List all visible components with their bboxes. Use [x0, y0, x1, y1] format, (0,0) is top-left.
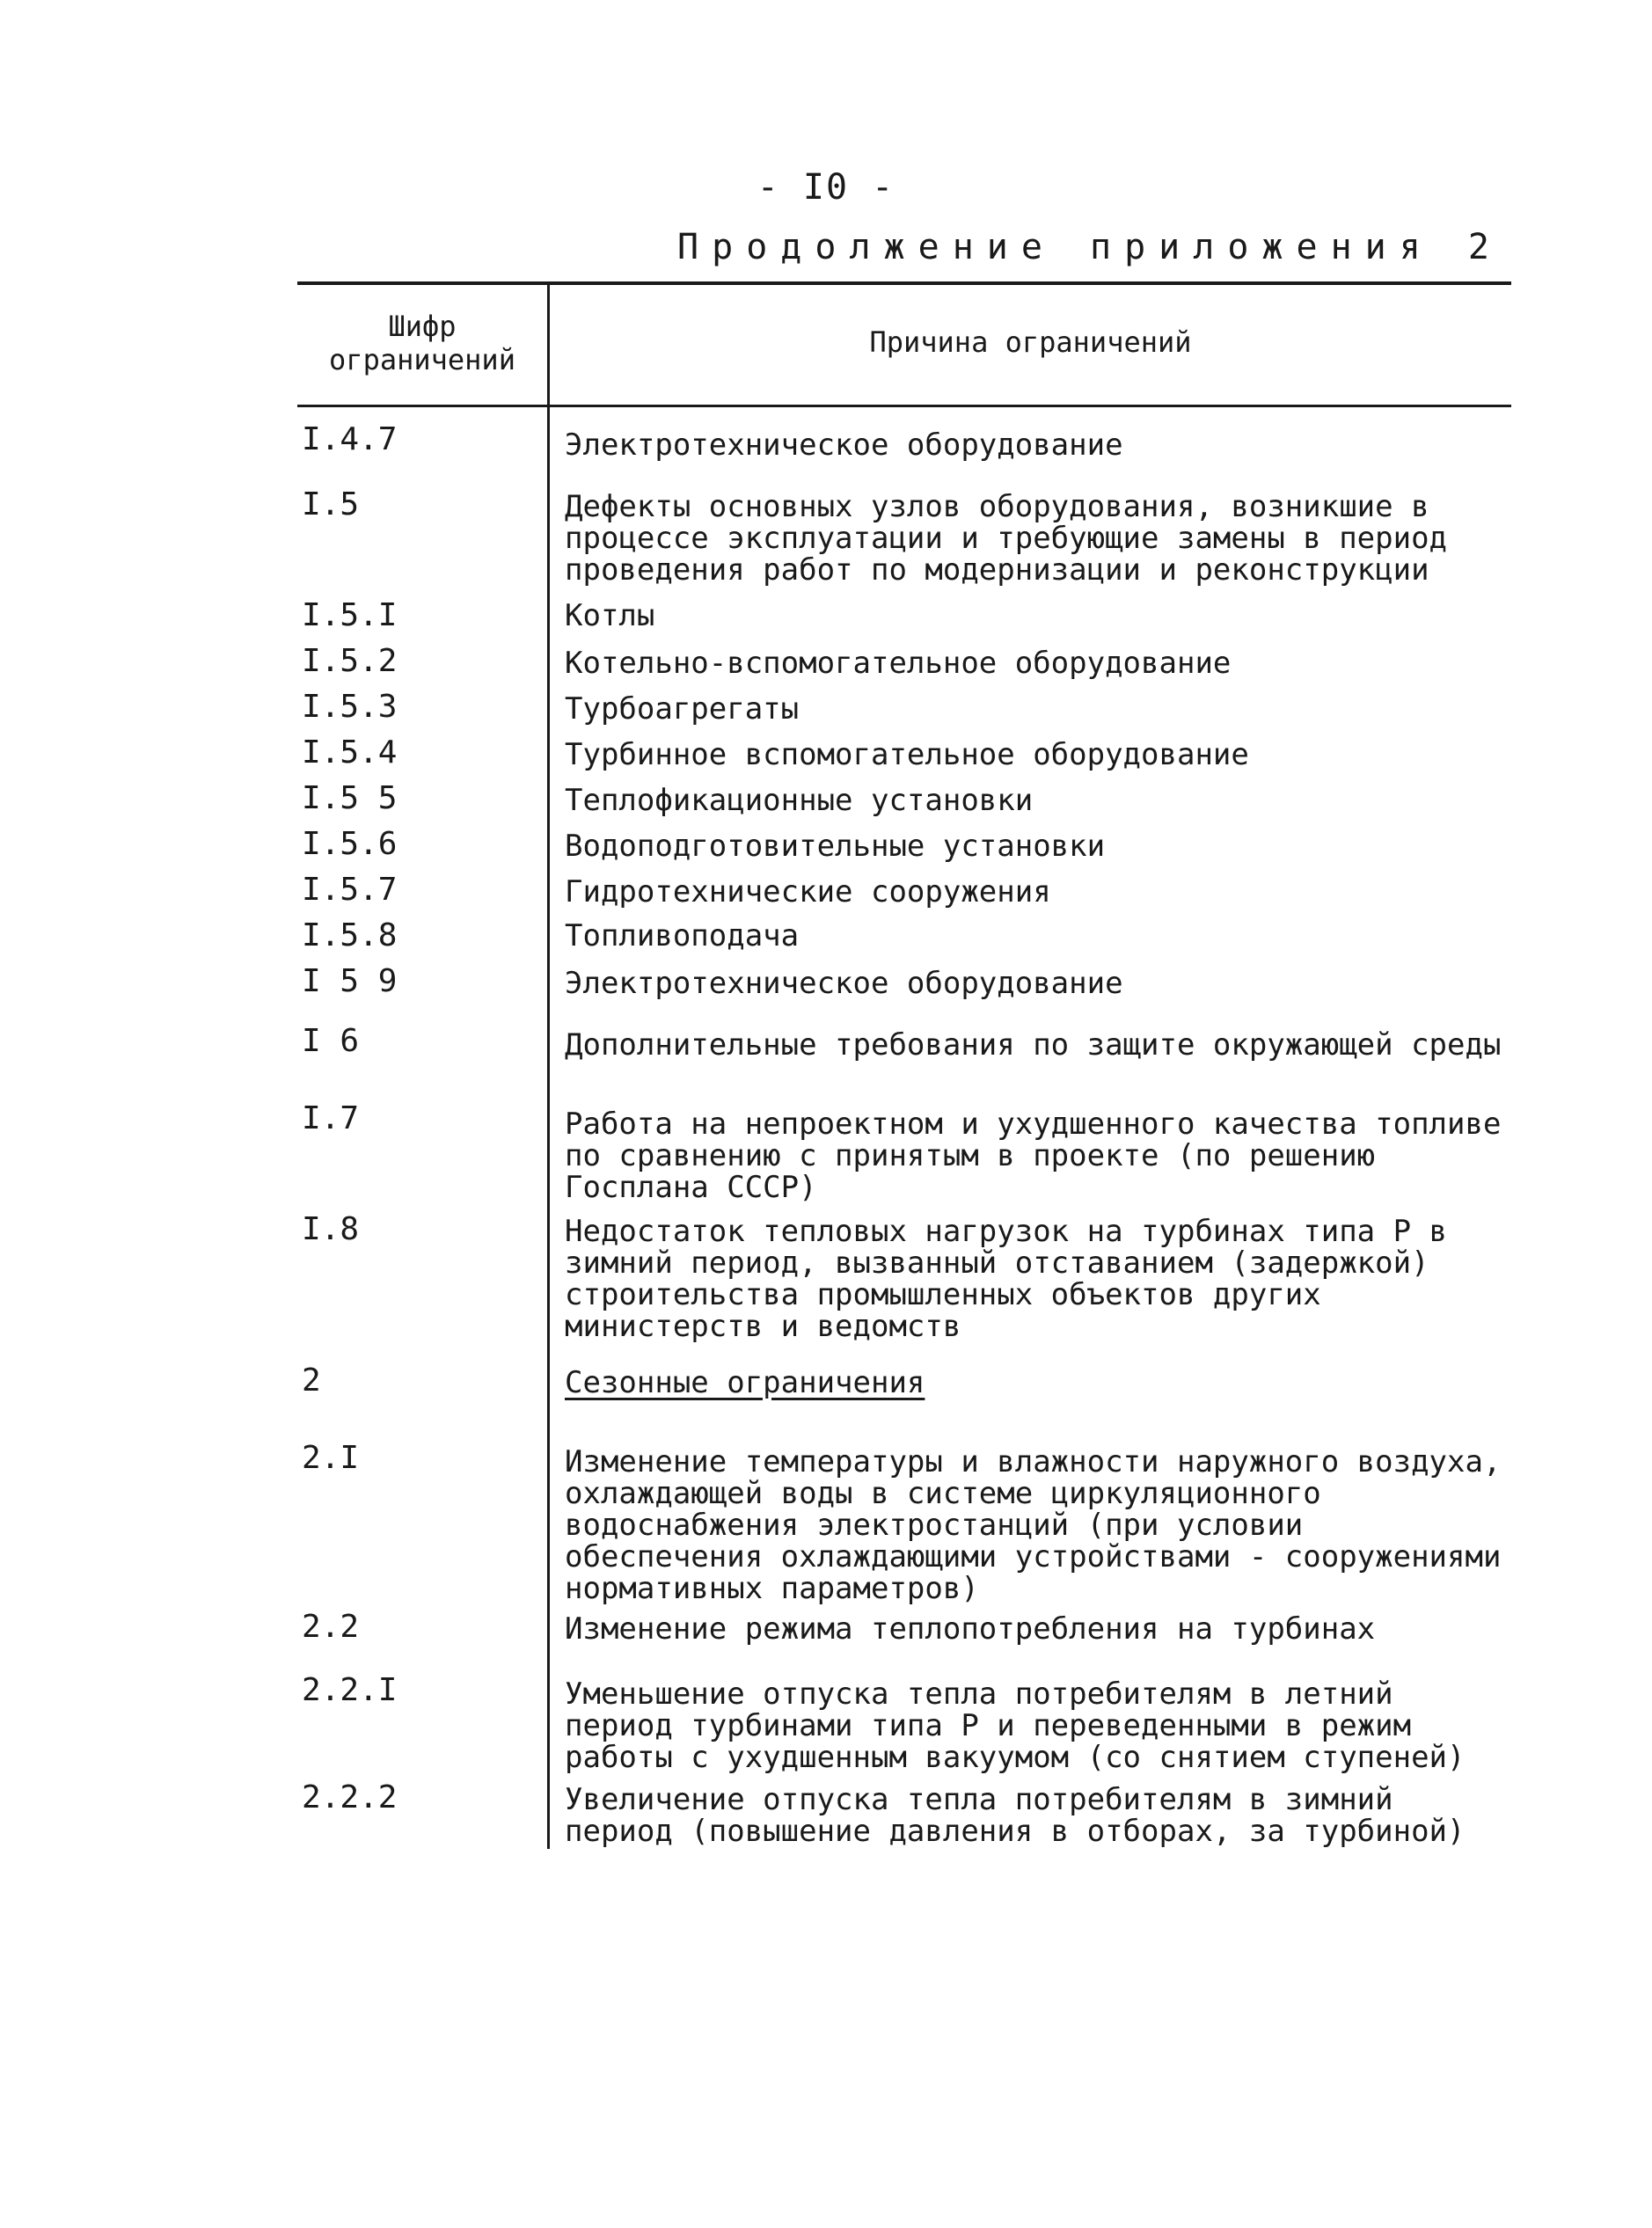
row-reason: Котельно-вспомогательное оборудование	[565, 646, 1232, 681]
row-code: I 5 9	[302, 963, 398, 999]
row-code: 2	[302, 1362, 321, 1399]
section-heading: Сезонные ограничения	[565, 1365, 925, 1400]
row-reason: Работа на непроектном и ухудшенного качества топливе по сравнению с принятым в проекте (по решению Госплана СССР)	[565, 1107, 1502, 1205]
row-code: I.5 5	[302, 780, 398, 816]
row-reason: Водоподготовительные установки	[565, 829, 1106, 864]
header-code-line-2: ограничений	[329, 343, 515, 376]
row-reason: Уменьшение отпуска тепла потребителям в летний период турбинами типа Р и переведенными в режим работы с ухудшенным вакуумом (со снятием ступеней)	[565, 1676, 1466, 1775]
header-code	[297, 310, 547, 376]
row-reason: Турбинное вспомогательное оборудование	[565, 737, 1249, 772]
table-top-rule	[297, 281, 1511, 285]
row-code: I.5.3	[302, 689, 398, 725]
page-number: - I0 -	[757, 167, 895, 208]
row-code: 2.2.I	[302, 1672, 398, 1708]
row-reason: Теплофикационные установки	[565, 783, 1034, 818]
row-code: I 6	[302, 1023, 360, 1059]
continuation-title: Продолжение приложения 2	[677, 227, 1502, 267]
row-code: I.5.I	[302, 597, 398, 633]
row-reason: Электротехническое оборудование	[565, 966, 1123, 1001]
row-code: 2.I	[302, 1440, 360, 1476]
header-code-line-1: Шифр	[388, 310, 457, 343]
row-code: I.8	[302, 1211, 360, 1247]
row-code: I.5.2	[302, 643, 398, 679]
row-reason: Электротехническое оборудование	[565, 427, 1123, 463]
row-reason: Дополнительные требования по защите окружающей среды	[565, 1027, 1502, 1063]
row-reason: Котлы	[565, 598, 655, 633]
row-code: I.5	[302, 486, 360, 522]
header-reason: Причина ограничений	[869, 325, 1192, 359]
row-reason: Топливоподача	[565, 918, 800, 953]
row-code: I.4.7	[302, 421, 398, 457]
row-reason: Дефекты основных узлов оборудования, возникшие в процессе эксплуатации и требующие замены в период проведения работ по модернизации и реконструкции	[565, 489, 1448, 588]
table-column-divider	[547, 281, 550, 1849]
row-code: I.5.7	[302, 872, 398, 908]
row-code: I.5.4	[302, 734, 398, 771]
row-code: 2.2.2	[302, 1779, 398, 1815]
row-code: 2.2	[302, 1609, 360, 1645]
row-code: I.7	[302, 1100, 360, 1136]
row-reason: Изменение режима теплопотребления на турбинах	[565, 1611, 1376, 1647]
row-reason: Турбоагрегаты	[565, 691, 800, 727]
row-reason: Увеличение отпуска тепла потребителям в зимний период (повышение давления в отборах, за турбиной)	[565, 1782, 1466, 1849]
row-code: I.5.6	[302, 826, 398, 862]
row-reason: Недостаток тепловых нагрузок на турбинах типа Р в зимний период, вызванный отставанием (задержкой) строительства промышленных объектов других министерств и ведомств	[565, 1214, 1448, 1344]
row-reason: Гидротехнические сооружения	[565, 874, 1051, 909]
row-reason: Изменение температуры и влажности наружного воздуха, охлаждающей воды в системе циркуляционного водоснабжения электростанций (при условии обеспечения охлаждающими устройствами - сооружениями нормативных параметров)	[565, 1444, 1502, 1606]
row-code: I.5.8	[302, 917, 398, 953]
table-header-rule	[297, 405, 1511, 407]
